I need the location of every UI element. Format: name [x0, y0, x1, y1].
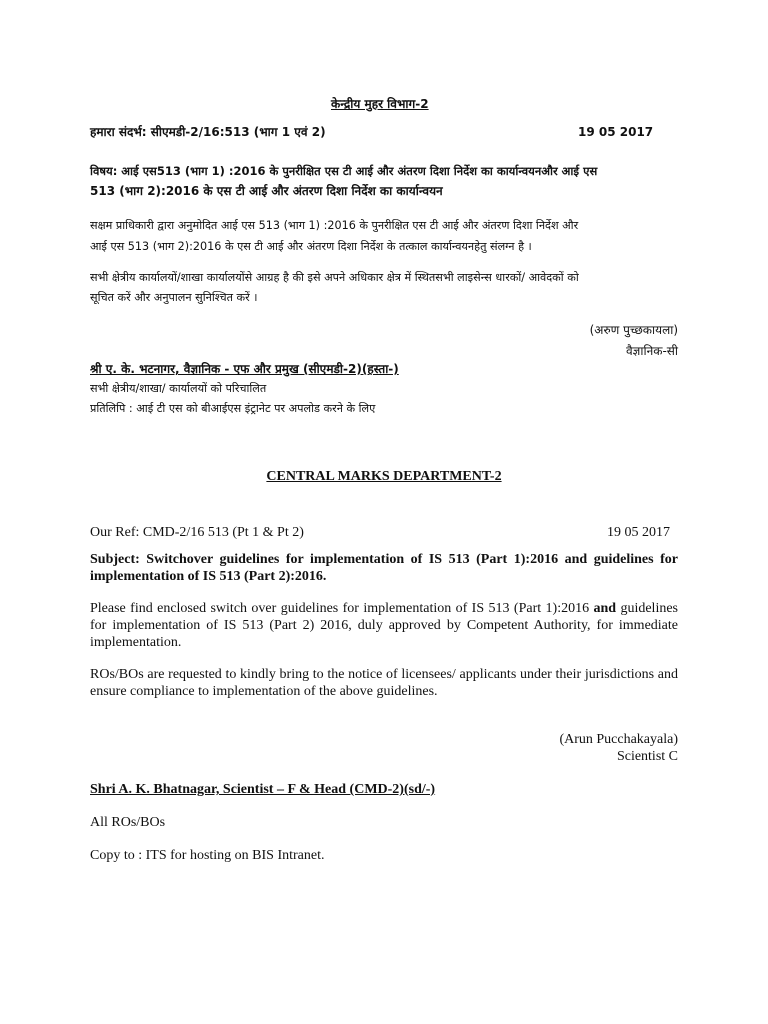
english-signatory-title: Scientist C — [616, 749, 678, 764]
hindi-paragraph-1-line-1: सक्षम प्राधिकारी द्वारा अनुमोदित आई एस 513 (भाग 1) :2016 के पुनरीक्षित एस टी आई और अंतरण दिशा निर्देश और — [90, 219, 579, 232]
hindi-paragraph-2-line-2: सूचित करें और अनुपालन सुनिश्चित करें । — [90, 291, 258, 304]
hindi-subject-line-1: विषय: आई एस513 (भाग 1) :2016 के पुनरीक्षित एस टी आई और अंतरण दिशा निर्देश का कार्यान्वयनऔर आई एस — [90, 164, 598, 178]
english-subject: Subject: Switchover guidelines for implementation of IS 513 (Part 1):2016 and guidelines for implementation of IS 513 (Part 2):2016. — [90, 552, 678, 584]
english-paragraph-1-bold-word: and — [593, 601, 617, 616]
english-reference: Our Ref: CMD-2/16 513 (Pt 1 & Pt 2) — [90, 525, 304, 540]
english-distribution-line: All ROs/BOs — [90, 815, 166, 830]
english-head-line: Shri A. K. Bhatnagar, Scientist – F & Head (CMD-2)(sd/-) — [90, 782, 436, 797]
hindi-date: 19 05 2017 — [578, 125, 654, 139]
hindi-paragraph-1-line-2: आई एस 513 (भाग 2):2016 के एस टी आई और अंतरण दिशा निर्देश के तत्काल कार्यान्वयनहेतु संलग्न है । — [90, 240, 532, 253]
hindi-head-line: श्री ए. के. भटनागर, वैज्ञानिक - एफ और प्रमुख (सीएमडी-2)(हस्ता-) — [90, 362, 399, 376]
english-date: 19 05 2017 — [607, 525, 670, 540]
hindi-paragraph-2-line-1: सभी क्षेत्रीय कार्यालयों/शाखा कार्यालयोंसे आग्रह है की इसे अपने अधिकार क्षेत्र में स्थितसभी लाइसेन्स धारकों/ आवेदकों को — [90, 271, 579, 284]
hindi-reference: हमारा संदर्भ: सीएमडी-2/16:513 (भाग 1 एवं 2) — [90, 125, 326, 139]
hindi-signatory-name: (अरुण पुच्छकायला) — [589, 323, 678, 337]
english-department-title: CENTRAL MARKS DEPARTMENT-2 — [266, 469, 502, 484]
hindi-signatory-title: वैज्ञानिक-सी — [625, 344, 678, 358]
hindi-distribution-line: सभी क्षेत्रीय/शाखा/ कार्यालयों को परिचालित — [90, 382, 267, 395]
english-paragraph-1-end: guidelines for implementation of IS 513 (Part 2) 2016, duly approved by Competent Authority, for immediate implementation. — [90, 601, 679, 650]
hindi-department-title: केन्द्रीय मुहर विभाग-2 — [331, 97, 429, 111]
hindi-subject-line-2: 513 (भाग 2):2016 के एस टी आई और अंतरण दिशा निर्देश का कार्यान्वयन — [90, 184, 443, 198]
english-paragraph-1-start: Please find enclosed switch over guidelines for implementation of IS 513 (Part 1):2016 — [90, 601, 594, 616]
english-signatory-name: (Arun Pucchakayala) — [559, 732, 678, 747]
english-paragraph-1 — [90, 600, 678, 651]
english-copy-line: Copy to : ITS for hosting on BIS Intranet. — [90, 848, 325, 863]
hindi-copy-line: प्रतिलिपि : आई टी एस को बीआईएस इंट्रानेट पर अपलोड करने के लिए — [90, 402, 376, 415]
english-paragraph-2: ROs/BOs are requested to kindly bring to the notice of licensees/ applicants under their jurisdictions and ensure compliance to implementation of the above guidelines. — [90, 667, 678, 699]
